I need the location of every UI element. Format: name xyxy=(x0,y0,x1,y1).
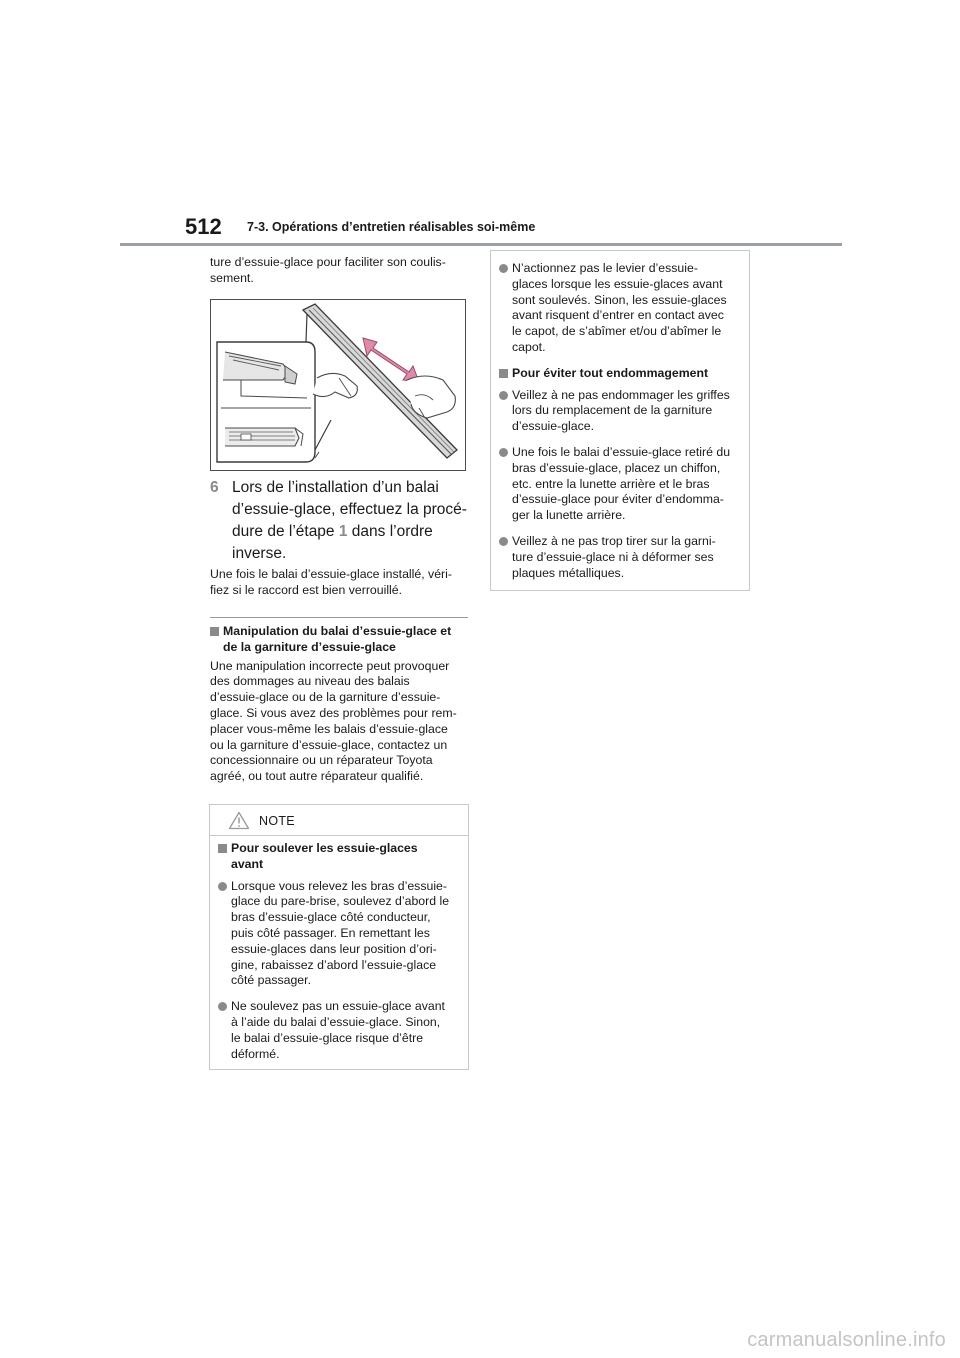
square-bullet-icon xyxy=(499,369,508,378)
right-bullet-line: etc. entre la lunette arrière et le bras xyxy=(512,476,710,491)
right-bullet-1 xyxy=(499,261,745,356)
note-bullet-line: Ne soulevez pas un essuie-glace avant xyxy=(231,999,445,1014)
right-bullet-line: Une fois le balai d’essuie-glace retiré du xyxy=(512,444,731,459)
intro-line-2: sement. xyxy=(210,270,254,285)
step-6 xyxy=(210,477,470,565)
note-bullet-line: côté passager. xyxy=(231,973,311,988)
note-bullet-line: Lorsque vous relevez les bras d’essuie- xyxy=(231,878,447,893)
manipulation-line: glace. Si vous avez des problèmes pour rem- xyxy=(210,705,457,720)
round-bullet-icon xyxy=(499,448,508,457)
note-heading xyxy=(218,841,464,873)
right-bullet-line: lors du remplacement de la garniture xyxy=(512,403,713,418)
note-bullet-2 xyxy=(218,999,464,1062)
manipulation-line: ou la garniture d’essuie-glace, contactez un xyxy=(210,737,448,752)
step-line-3-after: dans l’ordre xyxy=(347,523,433,540)
wiper-blade-illustration xyxy=(210,299,466,471)
right-bullet-line: N’actionnez pas le levier d’essuie- xyxy=(512,261,698,275)
manipulation-heading-line-2: de la garniture d’essuie-glace xyxy=(223,639,396,654)
round-bullet-icon xyxy=(218,882,227,891)
note-heading-line-2: avant xyxy=(231,856,264,871)
square-bullet-icon xyxy=(218,844,227,853)
note-bullet-line: déformé. xyxy=(231,1046,280,1061)
note-heading-line-1: Pour soulever les essuie-glaces xyxy=(231,841,418,855)
note-bullet-line: puis côté passager. En remettant les xyxy=(231,925,430,940)
manipulation-body xyxy=(210,659,470,785)
right-bullet-line: capot. xyxy=(512,339,546,354)
right-bullet-line: bras d’essuie-glace, placez un chiffon, xyxy=(512,460,721,475)
after-step-line-2: fiez si le raccord est bien verrouillé. xyxy=(210,582,403,597)
right-bullet-line: ger la lunette arrière. xyxy=(512,508,626,523)
step-number: 6 xyxy=(210,479,219,496)
manipulation-line: agréé, ou tout autre réparateur qualifié. xyxy=(210,769,424,784)
section-separator xyxy=(210,617,468,618)
right-bullet-line: d’essuie-glace pour éviter d’endomma- xyxy=(512,492,724,507)
step-line-4: inverse. xyxy=(232,545,287,562)
round-bullet-icon xyxy=(218,1002,227,1011)
section-title: 7-3. Opérations d’entretien réalisables soi-même xyxy=(247,220,536,234)
header-rule xyxy=(120,243,842,246)
square-bullet-icon xyxy=(210,627,219,636)
manipulation-line: d’essuie-glace ou de la garniture d’essuie- xyxy=(210,690,441,705)
right-note-content xyxy=(499,261,745,581)
right-bullet-line: sont soulevés. Sinon, les essuie-glaces xyxy=(512,292,727,307)
note-bullet-line: gine, rabaissez d’abord l’essuie-glace xyxy=(231,957,437,972)
intro-text xyxy=(210,255,470,287)
manipulation-line: Une manipulation incorrecte peut provoquer xyxy=(210,658,450,673)
intro-line-1: ture d’essuie-glace pour faciliter son coulis- xyxy=(210,255,446,269)
right-heading xyxy=(499,366,745,382)
step-line-2: d’essuie-glace, effectuez la procé- xyxy=(232,501,467,518)
note-bullet-1 xyxy=(218,879,464,990)
note-content xyxy=(218,841,464,1062)
watermark: carmanualsonline.info xyxy=(747,1329,946,1351)
note-bullet-line: à l’aide du balai d’essuie-glace. Sinon, xyxy=(231,1014,441,1029)
warning-triangle-icon xyxy=(228,811,250,830)
manipulation-heading xyxy=(210,624,470,656)
step-line-3 xyxy=(232,521,470,543)
step-line-3-before: dure de l’étape xyxy=(232,523,339,540)
right-bullet-3 xyxy=(499,445,745,524)
right-bullet-4 xyxy=(499,534,745,581)
right-bullet-line: Veillez à ne pas endommager les griffes xyxy=(512,387,730,402)
manipulation-line: concessionnaire ou un réparateur Toyota xyxy=(210,753,433,768)
right-bullet-line: ture d’essuie-glace ni à déformer ses xyxy=(512,549,714,564)
right-bullet-line: Veillez à ne pas trop tirer sur la garni- xyxy=(512,533,716,548)
note-label: NOTE xyxy=(259,814,295,828)
wiper-blade-drawing xyxy=(211,300,465,470)
note-bullet-line: essuie-glaces dans leur position d’ori- xyxy=(231,941,437,956)
round-bullet-icon xyxy=(499,391,508,400)
round-bullet-icon xyxy=(499,537,508,546)
right-bullet-line: avant risquent d’entrer en contact avec xyxy=(512,308,724,323)
right-bullet-line: le capot, de s’abîmer et/ou d’abîmer le xyxy=(512,324,722,339)
note-bullet-line: le balai d’essuie-glace risque d’être xyxy=(231,1030,424,1045)
round-bullet-icon xyxy=(499,264,508,273)
step-reference: 1 xyxy=(338,523,348,540)
right-bullet-line: glaces lorsque les essuie-glaces avant xyxy=(512,276,723,291)
note-header xyxy=(210,805,468,836)
manipulation-line: des dommages au niveau des balais xyxy=(210,674,410,689)
page-number: 512 xyxy=(185,214,222,239)
note-bullet-line: bras d’essuie-glace côté conducteur, xyxy=(231,910,431,925)
manipulation-section xyxy=(210,624,470,785)
after-step-line-1: Une fois le balai d’essuie-glace installé, véri- xyxy=(210,567,452,581)
note-box xyxy=(209,804,469,1070)
manipulation-line: placer vous-même les balais d’essuie-glace xyxy=(210,721,448,736)
manipulation-heading-line-1: Manipulation du balai d’essuie-glace et xyxy=(223,624,452,638)
right-bullet-2 xyxy=(499,388,745,435)
right-bullet-line: d’essuie-glace. xyxy=(512,419,595,434)
right-heading-text: Pour éviter tout endommagement xyxy=(512,365,709,380)
note-bullet-line: glace du pare-brise, soulevez d’abord le xyxy=(231,894,450,909)
right-bullet-line: plaques métalliques. xyxy=(512,565,625,580)
step-line-1: Lors de l’installation d’un balai xyxy=(232,479,439,496)
right-note-box xyxy=(490,250,750,591)
after-step-text xyxy=(210,567,470,599)
